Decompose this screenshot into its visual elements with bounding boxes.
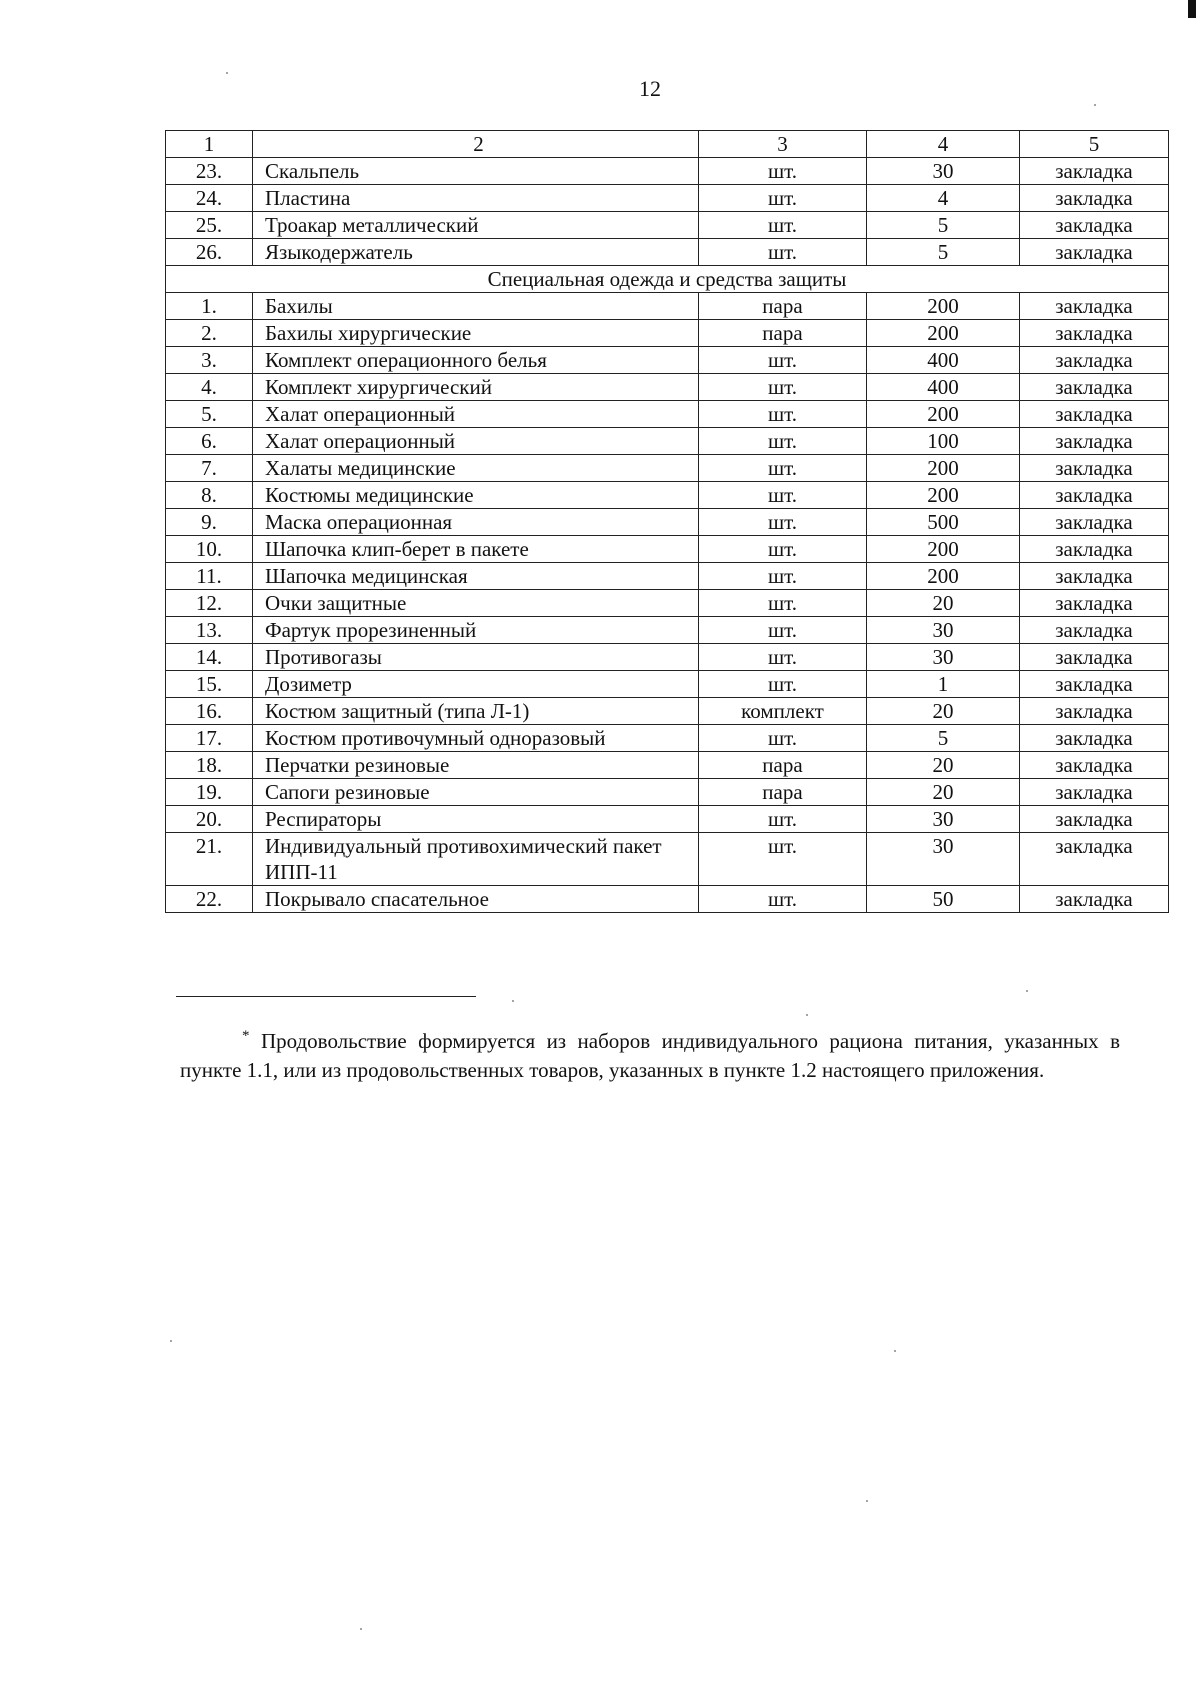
item-name: Халат операционный <box>253 401 699 428</box>
item-name: Троакар металлический <box>253 212 699 239</box>
scan-speck <box>1026 990 1028 992</box>
unit: шт. <box>699 455 867 482</box>
table-row <box>166 833 1169 886</box>
note: закладка <box>1020 752 1169 779</box>
page-number: 12 <box>639 76 661 101</box>
note: закладка <box>1020 779 1169 806</box>
item-name: Комплект операционного белья <box>253 347 699 374</box>
table-row <box>166 563 1169 590</box>
item-name: Шапочка клип-берет в пакете <box>253 536 699 563</box>
quantity: 1 <box>867 671 1020 698</box>
header-col-1: 1 <box>166 131 253 158</box>
quantity: 500 <box>867 509 1020 536</box>
unit: шт. <box>699 563 867 590</box>
table-row <box>166 806 1169 833</box>
row-number: 4. <box>166 374 253 401</box>
unit: шт. <box>699 158 867 185</box>
note: закладка <box>1020 833 1169 886</box>
quantity: 30 <box>867 833 1020 886</box>
unit: пара <box>699 293 867 320</box>
quantity: 20 <box>867 698 1020 725</box>
row-number: 11. <box>166 563 253 590</box>
unit: шт. <box>699 185 867 212</box>
table-row <box>166 293 1169 320</box>
table-header-row <box>166 131 1169 158</box>
note: закладка <box>1020 347 1169 374</box>
unit: шт. <box>699 833 867 886</box>
note: закладка <box>1020 185 1169 212</box>
note: закладка <box>1020 428 1169 455</box>
quantity: 200 <box>867 536 1020 563</box>
unit: шт. <box>699 806 867 833</box>
row-number: 23. <box>166 158 253 185</box>
row-number: 13. <box>166 617 253 644</box>
item-name: Респираторы <box>253 806 699 833</box>
scan-speck <box>806 1014 808 1016</box>
header-col-3: 3 <box>699 131 867 158</box>
row-number: 14. <box>166 644 253 671</box>
note: закладка <box>1020 212 1169 239</box>
table-row <box>166 158 1169 185</box>
supply-table <box>165 130 1169 913</box>
unit: шт. <box>699 617 867 644</box>
item-name: Халаты медицинские <box>253 455 699 482</box>
item-name: Очки защитные <box>253 590 699 617</box>
header-col-2: 2 <box>253 131 699 158</box>
note: закладка <box>1020 536 1169 563</box>
note: закладка <box>1020 725 1169 752</box>
row-number: 20. <box>166 806 253 833</box>
table-row <box>166 428 1169 455</box>
note: закладка <box>1020 320 1169 347</box>
note: закладка <box>1020 590 1169 617</box>
quantity: 5 <box>867 725 1020 752</box>
table-row <box>166 725 1169 752</box>
note: закладка <box>1020 617 1169 644</box>
scan-speck <box>866 1500 868 1502</box>
quantity: 200 <box>867 482 1020 509</box>
note: закладка <box>1020 482 1169 509</box>
table-row <box>166 212 1169 239</box>
item-name: Фартук прорезиненный <box>253 617 699 644</box>
item-name: Халат операционный <box>253 428 699 455</box>
row-number: 22. <box>166 886 253 913</box>
row-number: 7. <box>166 455 253 482</box>
footnote-marker: * <box>242 1028 250 1044</box>
unit: шт. <box>699 725 867 752</box>
row-number: 12. <box>166 590 253 617</box>
section-title: Специальная одежда и средства защиты <box>166 266 1169 293</box>
footnote-text: Продовольствие формируется из наборов индивидуального рациона питания, указанных в пункте 1.1, или из продовольственных товаров, указанных в пункте 1.2 настоящего приложения. <box>180 1029 1121 1082</box>
row-number: 10. <box>166 536 253 563</box>
scan-edge-mark <box>1188 0 1196 18</box>
quantity: 200 <box>867 293 1020 320</box>
row-number: 6. <box>166 428 253 455</box>
unit: шт. <box>699 590 867 617</box>
row-number: 18. <box>166 752 253 779</box>
table-row <box>166 590 1169 617</box>
unit: пара <box>699 752 867 779</box>
row-number: 9. <box>166 509 253 536</box>
quantity: 200 <box>867 401 1020 428</box>
unit: шт. <box>699 401 867 428</box>
item-name: Бахилы хирургические <box>253 320 699 347</box>
item-name: Противогазы <box>253 644 699 671</box>
note: закладка <box>1020 806 1169 833</box>
item-name: Костюмы медицинские <box>253 482 699 509</box>
table-row <box>166 644 1169 671</box>
row-number: 8. <box>166 482 253 509</box>
note: закладка <box>1020 293 1169 320</box>
item-name: Перчатки резиновые <box>253 752 699 779</box>
unit: шт. <box>699 239 867 266</box>
note: закладка <box>1020 563 1169 590</box>
scan-speck <box>226 72 228 74</box>
row-number: 15. <box>166 671 253 698</box>
note: закладка <box>1020 509 1169 536</box>
quantity: 50 <box>867 886 1020 913</box>
scan-speck <box>512 1000 514 1002</box>
unit: шт. <box>699 644 867 671</box>
unit: шт. <box>699 428 867 455</box>
unit: шт. <box>699 886 867 913</box>
table-row <box>166 320 1169 347</box>
quantity: 4 <box>867 185 1020 212</box>
footnote-separator <box>176 996 476 997</box>
table-row <box>166 886 1169 913</box>
table-row <box>166 347 1169 374</box>
unit: шт. <box>699 509 867 536</box>
quantity: 20 <box>867 590 1020 617</box>
row-number: 21. <box>166 833 253 886</box>
quantity: 5 <box>867 212 1020 239</box>
row-number: 16. <box>166 698 253 725</box>
unit: шт. <box>699 482 867 509</box>
quantity: 30 <box>867 806 1020 833</box>
row-number: 19. <box>166 779 253 806</box>
table-row <box>166 617 1169 644</box>
unit: шт. <box>699 347 867 374</box>
item-name: Сапоги резиновые <box>253 779 699 806</box>
header-col-5: 5 <box>1020 131 1169 158</box>
table-row <box>166 698 1169 725</box>
footnote <box>180 1022 1120 1085</box>
quantity: 30 <box>867 158 1020 185</box>
item-name: Дозиметр <box>253 671 699 698</box>
note: закладка <box>1020 671 1169 698</box>
item-name: Покрывало спасательное <box>253 886 699 913</box>
item-name: Костюм защитный (типа Л-1) <box>253 698 699 725</box>
quantity: 400 <box>867 347 1020 374</box>
row-number: 2. <box>166 320 253 347</box>
quantity: 20 <box>867 779 1020 806</box>
table-row <box>166 239 1169 266</box>
item-name: Костюм противочумный одноразовый <box>253 725 699 752</box>
note: закладка <box>1020 401 1169 428</box>
item-name: Комплект хирургический <box>253 374 699 401</box>
quantity: 20 <box>867 752 1020 779</box>
table-row <box>166 401 1169 428</box>
quantity: 100 <box>867 428 1020 455</box>
item-name: Шапочка медицинская <box>253 563 699 590</box>
row-number: 3. <box>166 347 253 374</box>
table-row <box>166 482 1169 509</box>
table-row <box>166 509 1169 536</box>
table-row <box>166 671 1169 698</box>
item-name: Скальпель <box>253 158 699 185</box>
unit: шт. <box>699 212 867 239</box>
unit: шт. <box>699 536 867 563</box>
header-col-4: 4 <box>867 131 1020 158</box>
quantity: 200 <box>867 455 1020 482</box>
quantity: 5 <box>867 239 1020 266</box>
row-number: 25. <box>166 212 253 239</box>
row-number: 17. <box>166 725 253 752</box>
scan-speck <box>360 1628 362 1630</box>
note: закладка <box>1020 374 1169 401</box>
item-name: Маска операционная <box>253 509 699 536</box>
item-name: Пластина <box>253 185 699 212</box>
note: закладка <box>1020 455 1169 482</box>
note: закладка <box>1020 239 1169 266</box>
scan-speck <box>170 1340 172 1342</box>
item-name: Бахилы <box>253 293 699 320</box>
unit: шт. <box>699 374 867 401</box>
table-row <box>166 455 1169 482</box>
note: закладка <box>1020 158 1169 185</box>
unit: пара <box>699 779 867 806</box>
unit: комплект <box>699 698 867 725</box>
row-number: 24. <box>166 185 253 212</box>
quantity: 30 <box>867 617 1020 644</box>
table-row <box>166 752 1169 779</box>
note: закладка <box>1020 698 1169 725</box>
row-number: 26. <box>166 239 253 266</box>
table-row <box>166 185 1169 212</box>
quantity: 200 <box>867 320 1020 347</box>
unit: шт. <box>699 671 867 698</box>
item-name: Языкодержатель <box>253 239 699 266</box>
row-number: 5. <box>166 401 253 428</box>
unit: пара <box>699 320 867 347</box>
quantity: 400 <box>867 374 1020 401</box>
table-row <box>166 374 1169 401</box>
note: закладка <box>1020 886 1169 913</box>
quantity: 200 <box>867 563 1020 590</box>
scan-speck <box>1094 104 1096 106</box>
table-row <box>166 779 1169 806</box>
section-row <box>166 266 1169 293</box>
row-number: 1. <box>166 293 253 320</box>
table-row <box>166 536 1169 563</box>
item-name: Индивидуальный противохимический пакет ИПП-11 <box>253 833 699 886</box>
quantity: 30 <box>867 644 1020 671</box>
note: закладка <box>1020 644 1169 671</box>
scan-speck <box>894 1350 896 1352</box>
